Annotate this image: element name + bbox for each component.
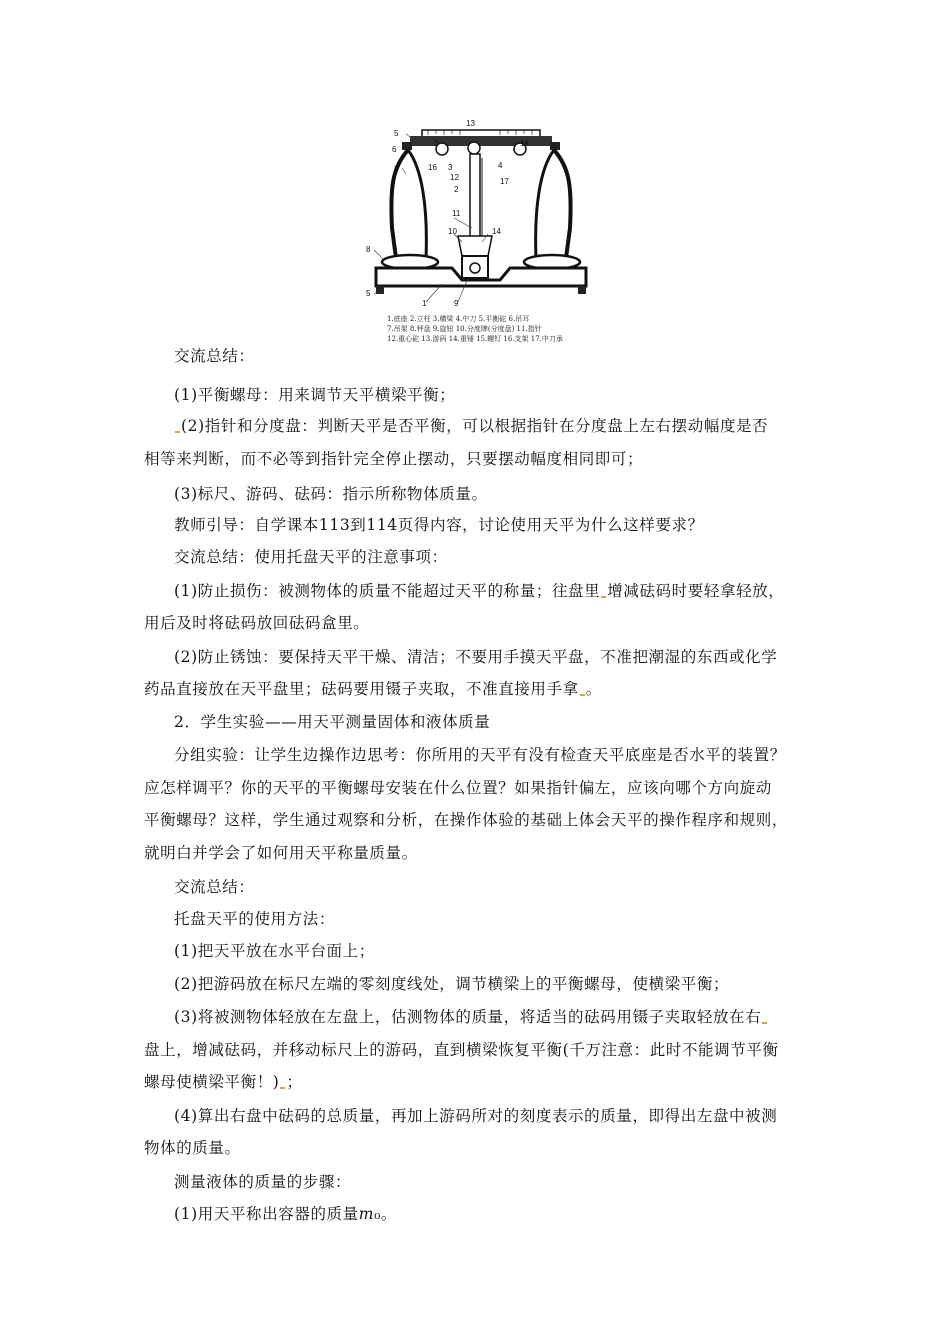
fig-num-13: 13	[466, 119, 475, 128]
fig-num-12: 12	[450, 173, 459, 182]
fig-num-4: 4	[498, 161, 503, 170]
paragraph-line: 交流总结：	[174, 347, 255, 365]
caption-line: 7.吊架 8.秤盘 9.旋钮 10.分度牌(分度盘) 11.指针	[387, 325, 542, 333]
paragraph-line: (1)把天平放在水平台面上；	[174, 942, 375, 960]
paragraph-line: 交流总结：使用托盘天平的注意事项：	[174, 548, 448, 566]
paragraph-line: (1)用天平称出容器的质量m₀。	[174, 1205, 397, 1223]
edit-mark	[762, 1022, 767, 1024]
paragraph-line: 药品直接放在天平盘里；砝码要用镊子夹取，不准直接用手拿 。	[144, 680, 602, 698]
paragraph-line: (2)指针和分度盘：判断天平是否平衡，可以根据指针在分度盘上左右摆动幅度是否	[174, 414, 768, 436]
fig-num-5: 5	[394, 129, 399, 138]
paragraph-line: 螺母使横梁平衡！) ；	[144, 1073, 303, 1091]
paragraph-line: (1)防止损伤：被测物体的质量不能超过天平的称量；往盘里 增减砝码时要轻拿轻放，	[174, 582, 785, 600]
caption-line: 1.底座 2.立柱 3.横梁 4.中刀 5.平衡砣 6.吊耳	[387, 315, 530, 323]
caption-line: 12.重心砣 13.游码 14.重锤 15.螺钉 16.支架 17.中刀承	[387, 335, 563, 343]
paragraph-line: 相等来判断，而不必等到指针完全停止摆动，只要摆动幅度相同即可；	[144, 450, 644, 468]
paragraph-line: (3)标尺、游码、砝码：指示所称物体质量。	[174, 485, 488, 503]
fig-num-18: 18	[520, 139, 529, 148]
paragraph-line: 应怎样调平？你的天平的平衡螺母安装在什么位置？如果指针偏左，应该向哪个方向旋动	[144, 779, 772, 797]
fig-num-2: 2	[454, 185, 459, 194]
paragraph-line: 交流总结：	[174, 878, 255, 896]
paragraph-line: (2)防止锈蚀：要保持天平干燥、清洁；不要用手摸天平盘，不准把潮湿的东西或化学	[174, 648, 778, 666]
fig-num-1: 1	[422, 299, 427, 308]
paragraph-line: 盘上，增减砝码，并移动标尺上的游码，直到横梁恢复平衡(千万注意：此时不能调节平衡	[144, 1041, 779, 1059]
section-heading: 2．学生实验——用天平测量固体和液体质量	[174, 713, 491, 731]
paragraph-line: 就明白并学会了如何用天平称量质量。	[144, 844, 418, 862]
paragraph-line: (3)将被测物体轻放在左盘上，估测物体的质量，将适当的砝码用镊子夹取轻放在右	[174, 1005, 768, 1027]
fig-num-14: 14	[492, 227, 501, 236]
paragraph-line: 测量液体的质量的步骤：	[174, 1173, 352, 1191]
edit-mark	[580, 694, 585, 696]
paragraph-line: 教师引导：自学课本113到114页得内容，讨论使用天平为什么这样要求？	[174, 516, 704, 534]
fig-num-0: 0	[434, 139, 439, 148]
edit-mark	[175, 431, 180, 433]
fig-num-3: 3	[448, 163, 453, 172]
paragraph-line: (1)平衡螺母：用来调节天平横梁平衡；	[174, 386, 456, 404]
edit-mark	[280, 1087, 285, 1089]
fig-num-7: 7	[394, 165, 399, 174]
fig-num-16: 16	[428, 163, 437, 172]
figure-caption	[387, 314, 597, 344]
balance-figure	[362, 118, 600, 350]
balance-diagram	[362, 118, 600, 314]
fig-num-11: 11	[452, 209, 461, 218]
fig-num-8: 8	[366, 245, 371, 254]
fig-num-17: 17	[500, 177, 509, 186]
paragraph-line: 平衡螺母？这样，学生通过观察和分析，在操作体验的基础上体会天平的操作程序和规则，	[144, 811, 789, 829]
fig-num-5b: 5	[366, 289, 371, 298]
paragraph-line: 分组实验：让学生边操作边思考：你所用的天平有没有检查天平底座是否水平的装置？	[174, 746, 786, 764]
paragraph-line: 物体的质量。	[144, 1139, 241, 1157]
paragraph-line: (2)把游码放在标尺左端的零刻度线处，调节横梁上的平衡螺母，使横梁平衡；	[174, 975, 730, 993]
paragraph-line: 用后及时将砝码放回砝码盒里。	[144, 614, 370, 632]
edit-mark	[601, 596, 606, 598]
paragraph-line: (4)算出右盘中砝码的总质量，再加上游码所对的刻度表示的质量，即得出左盘中被测	[174, 1107, 778, 1125]
paragraph-line: 托盘天平的使用方法：	[174, 910, 336, 928]
fig-num-6: 6	[392, 145, 397, 154]
fig-num-9: 9	[454, 299, 459, 308]
fig-num-10: 10	[448, 227, 457, 236]
